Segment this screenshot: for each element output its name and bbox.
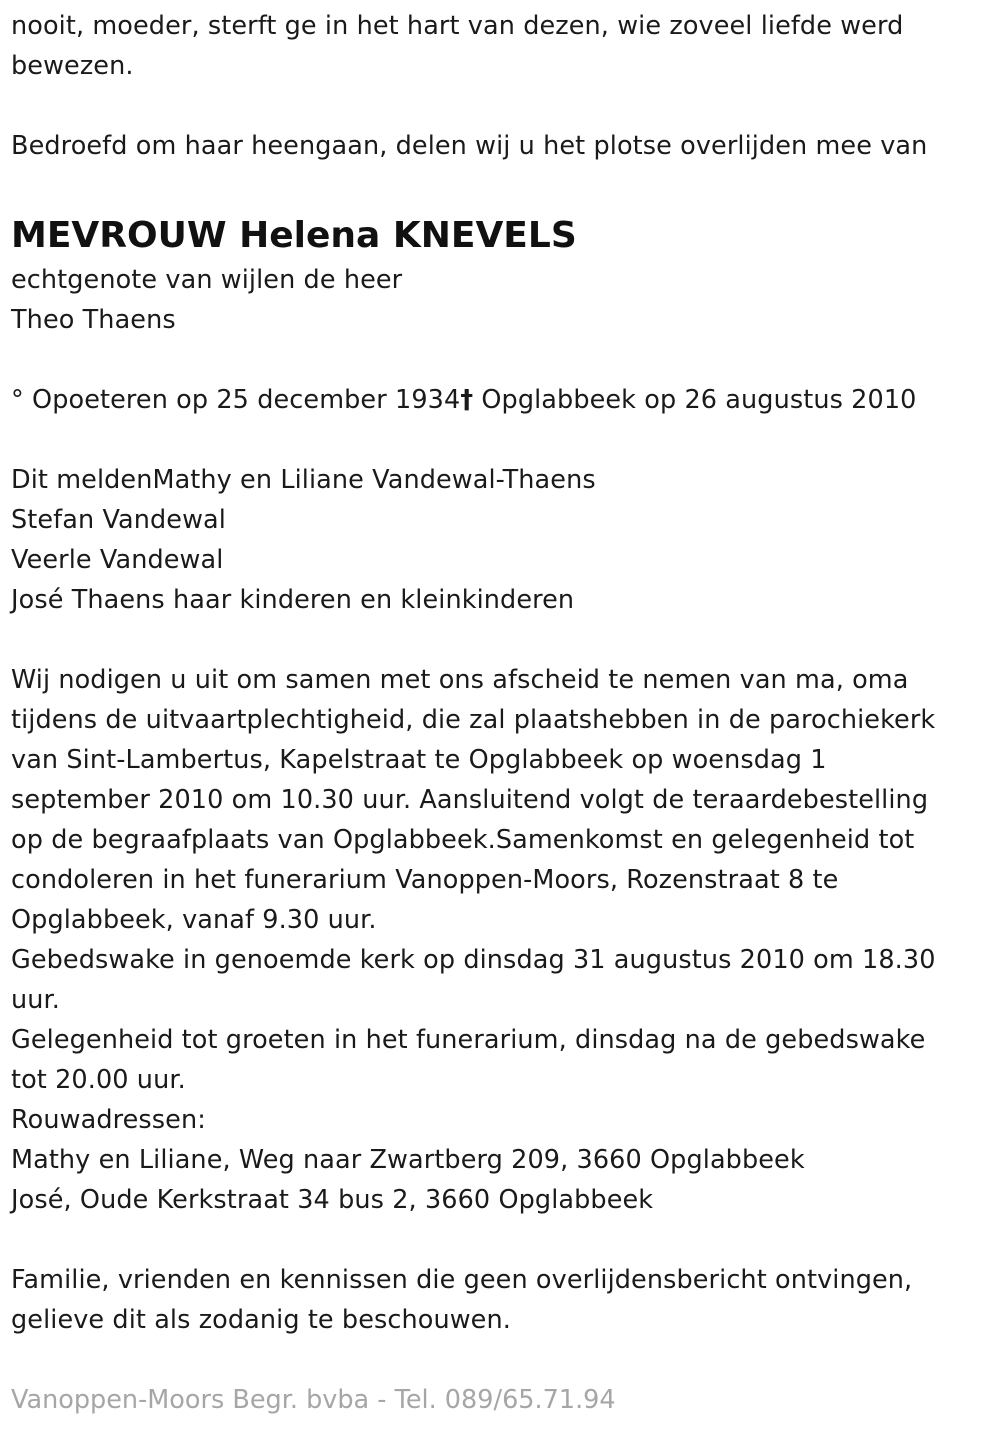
family-line: Dit meldenMathy en Liliane Vandewal-Thaens — [11, 465, 596, 495]
intro-line-2: bewezen. — [11, 51, 134, 81]
family-list — [11, 460, 986, 620]
closing-line-1: Familie, vrienden en kennissen die geen overlijdensbericht ontvingen, — [11, 1265, 913, 1295]
closing-line-2: gelieve dit als zodanig te beschouwen. — [11, 1305, 511, 1335]
details-line: van Sint-Lambertus, Kapelstraat te Opglabbeek op woensdag 1 — [11, 745, 827, 775]
funeral-home-footer: Vanoppen-Moors Begr. bvba - Tel. 089/65.71.94 — [11, 1385, 616, 1415]
address-line: José, Oude Kerkstraat 34 bus 2, 3660 Opglabbeek — [11, 1185, 654, 1215]
relation-line-2: Theo Thaens — [11, 305, 176, 335]
details-line: Gelegenheid tot groeten in het funerarium, dinsdag na de gebedswake — [11, 1025, 926, 1055]
intro-line-1: nooit, moeder, sterft ge in het hart van dezen, wie zoveel liefde werd — [11, 11, 904, 41]
address-line: Mathy en Liliane, Weg naar Zwartberg 209, 3660 Opglabbeek — [11, 1145, 805, 1175]
details-line: september 2010 om 10.30 uur. Aansluitend volgt de teraardebestelling — [11, 785, 929, 815]
birth-death-dates — [11, 380, 986, 420]
obituary-notice — [11, 0, 986, 1420]
details-line: tijdens de uitvaartplechtigheid, die zal plaatshebben in de parochiekerk — [11, 705, 936, 735]
death-date: Opglabbeek op 26 augustus 2010 — [473, 385, 917, 415]
family-line: Veerle Vandewal — [11, 545, 224, 575]
details-line: Gebedswake in genoemde kerk op dinsdag 31 augustus 2010 om 18.30 — [11, 945, 936, 975]
funeral-details — [11, 660, 986, 1220]
dagger-icon: † — [460, 385, 474, 415]
details-line: Opglabbeek, vanaf 9.30 uur. — [11, 905, 377, 935]
details-line: Wij nodigen u uit om samen met ons afscheid te nemen van ma, oma — [11, 665, 909, 695]
details-line: condoleren in het funerarium Vanoppen-Moors, Rozenstraat 8 te — [11, 865, 839, 895]
details-line: uur. — [11, 985, 60, 1015]
details-line: Rouwadressen: — [11, 1105, 206, 1135]
relation-line-1: echtgenote van wijlen de heer — [11, 265, 403, 295]
deceased-name: MEVROUW Helena KNEVELS — [11, 215, 577, 256]
birth-date: ° Opoeteren op 25 december 1934 — [11, 385, 461, 415]
details-line: op de begraafplaats van Opglabbeek.Samenkomst en gelegenheid tot — [11, 825, 915, 855]
family-line: José Thaens haar kinderen en kleinkinderen — [11, 585, 575, 615]
announcement-text: Bedroefd om haar heengaan, delen wij u het plotse overlijden mee van — [11, 131, 928, 161]
family-line: Stefan Vandewal — [11, 505, 226, 535]
details-line: tot 20.00 uur. — [11, 1065, 186, 1095]
